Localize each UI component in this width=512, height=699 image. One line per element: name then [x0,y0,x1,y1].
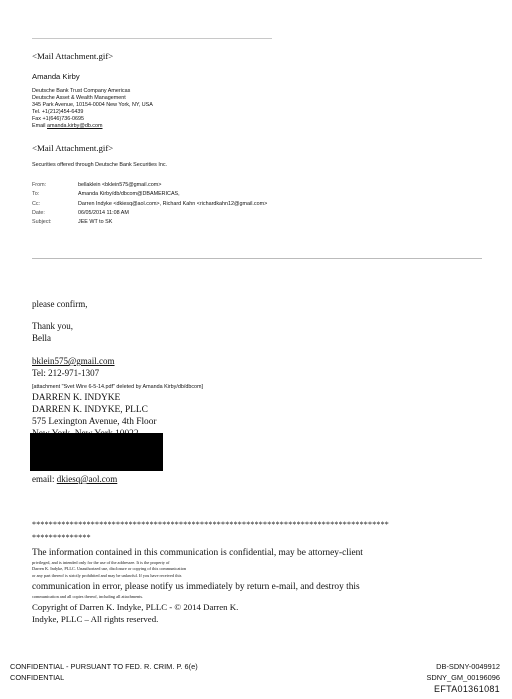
signature-address: 575 Lexington Avenue, 4th Floor [32,417,157,427]
footer-confidential-pursuant: CONFIDENTIAL - PURSUANT TO FED. R. CRIM. P. 6(e) [10,662,198,671]
body-tel: Tel: 212-971-1307 [32,368,100,378]
subject-value: JEE WT to SK [78,219,113,225]
division-name: Deutsche Asset & Wealth Management [32,95,126,101]
disclaimer-fine-4: communication and all copies thereof, including all attachments. [32,594,144,599]
signature-name: DARREN K. INDYKE [32,393,121,403]
mail-attachment-2: <Mail Attachment.gif> [32,143,114,153]
body-thanks: Thank you, [32,321,73,331]
header-cc: Cc: Darren Indyke <dkiesq@aol.com>, Richard Kahn <richardkahn12@gmail.com> [32,201,268,207]
cc-value[interactable]: Darren Indyke <dkiesq@aol.com>, Richard Kahn <richardkahn12@gmail.com> [78,201,268,207]
header-from: From: bellaklein <bklein575@gmail.com> [32,182,162,188]
disclaimer-fine-2: Darren K. Indyke, PLLC. Unauthorized use, disclosure or copying of this communication [32,566,187,571]
disclaimer-line-1: The information contained in this communication is confidential, may be attorney-client [32,548,363,558]
mail-attachment-1: <Mail Attachment.gif> [32,51,114,61]
disclaimer-fine-1: privileged, and is intended only for the use of the addressee. It is the property of [32,560,170,565]
email-label: Email [32,123,46,129]
signature-email-label: email: [32,474,55,484]
footer-bates-number: EFTA01361081 [434,684,500,694]
to-value: Amanda Kirby/db/dbcom@DBAMERICAS, [78,191,180,197]
stars-divider-long: ************************************************************************************* [32,520,389,529]
body-signoff: Bella [32,333,51,343]
company-tel: Tel. +1(212)454-6439 [32,109,84,115]
disclaimer-line-2: communication in error, please notify us immediately by return e-mail, and destroy this [32,582,360,592]
body-email-link[interactable]: bklein575@gmail.com [32,356,115,366]
company-address: 345 Park Avenue, 10154-0004 New York, NY, USA [32,102,153,108]
company-email [32,123,103,130]
header-date: Date: 06/05/2014 11:08 AM [32,210,129,216]
from-value[interactable]: bellaklein <bklein575@gmail.com> [78,182,162,188]
disclaimer-fine-3: or any part thereof is strictly prohibited and may be unlawful. If you have received this [32,573,182,578]
company-fax: Fax +1(646)736-0695 [32,116,84,122]
copyright-line-1: Copyright of Darren K. Indyke, PLLC - © 2014 Darren K. [32,602,239,612]
deleted-attachment-note: [attachment "Svet Wire 6-5-14.pdf" deleted by Amanda Kirby/db/dbcom] [32,384,204,390]
signature-email [32,474,117,484]
email-link[interactable]: amanda.kirby@db.com [46,123,103,129]
date-value: 06/05/2014 11:08 AM [78,210,129,216]
sender-name: Amanda Kirby [32,72,80,81]
stars-divider-short: ************** [32,533,91,542]
copyright-line-2: Indyke, PLLC – All rights reserved. [32,614,159,624]
company-name: Deutsche Bank Trust Company Americas [32,88,131,94]
footer-sdny-gm: SDNY_GM_00196096 [426,673,500,682]
footer-confidential: CONFIDENTIAL [10,673,65,682]
top-divider [32,38,272,39]
body-line: please confirm, [32,299,88,309]
redaction-box [30,433,163,471]
footer-db-sdny: DB-SDNY-0049912 [436,662,500,671]
signature-firm: DARREN K. INDYKE, PLLC [32,405,148,415]
header-divider [32,258,482,259]
header-subject: Subject: JEE WT to SK [32,219,113,225]
securities-note: Securities offered through Deutsche Bank Securities Inc. [32,162,168,168]
signature-email-link[interactable]: dkiesq@aol.com [56,474,118,484]
header-to: To: Amanda Kirby/db/dbcom@DBAMERICAS, [32,191,180,197]
